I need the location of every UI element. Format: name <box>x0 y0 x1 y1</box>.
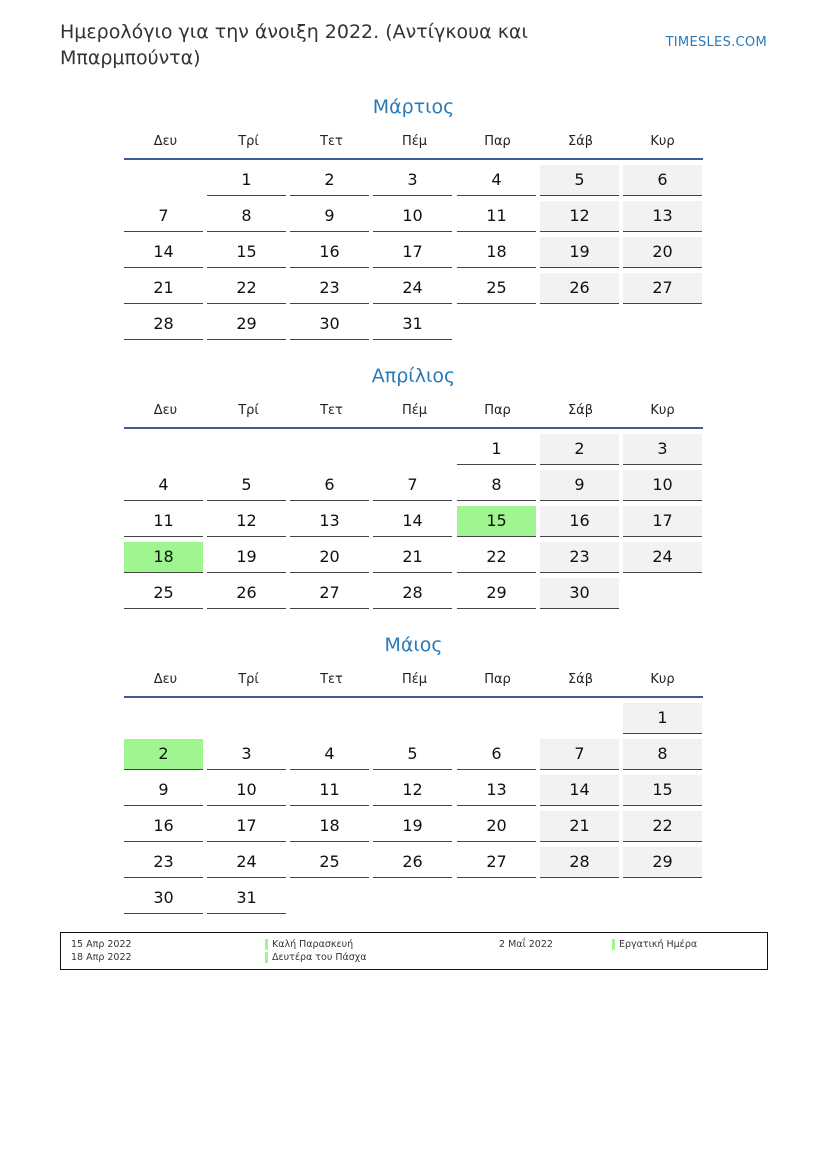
legend-holiday-name: Δευτέρα του Πάσχα <box>265 951 367 964</box>
day-grid <box>124 703 703 919</box>
day-cell: 17 <box>207 811 286 842</box>
day-cell: 30 <box>290 309 369 340</box>
day-cell: 20 <box>623 237 702 268</box>
day-cell: 11 <box>124 506 203 537</box>
day-cell: 5 <box>207 470 286 501</box>
day-cell: 26 <box>207 578 286 609</box>
day-cell: 15 <box>623 775 702 806</box>
weekday-label: Σάβ <box>567 134 594 149</box>
day-cell: 27 <box>623 273 702 304</box>
weekday-label: Παρ <box>484 134 511 149</box>
day-cell: 12 <box>373 775 452 806</box>
day-cell: 19 <box>207 542 286 573</box>
day-cell: 3 <box>373 165 452 196</box>
weekday-label: Δευ <box>153 403 178 418</box>
weekday-label: Δευ <box>153 134 178 149</box>
day-cell: 15 <box>207 237 286 268</box>
day-cell: 29 <box>457 578 536 609</box>
day-cell: 19 <box>373 811 452 842</box>
day-cell: 10 <box>373 201 452 232</box>
holiday-day-cell: 15 <box>457 506 536 537</box>
day-cell: 6 <box>457 739 536 770</box>
day-cell: 28 <box>124 309 203 340</box>
day-cell: 23 <box>290 273 369 304</box>
day-cell: 14 <box>540 775 619 806</box>
weekday-header <box>124 132 703 152</box>
weekday-label: Κυρ <box>650 672 675 687</box>
day-cell: 28 <box>540 847 619 878</box>
legend-date: 2 Μαΐ 2022 <box>499 939 553 950</box>
day-cell: 16 <box>540 506 619 537</box>
day-cell: 20 <box>457 811 536 842</box>
page-title: Ημερολόγιο για την άνοιξη 2022. (Αντίγκουα και Μπαρμπούντα) <box>60 21 528 69</box>
day-cell: 21 <box>373 542 452 573</box>
day-cell: 1 <box>207 165 286 196</box>
day-cell: 24 <box>373 273 452 304</box>
day-cell: 1 <box>457 434 536 465</box>
day-cell: 5 <box>540 165 619 196</box>
day-cell: 30 <box>124 883 203 914</box>
day-cell: 31 <box>207 883 286 914</box>
day-cell: 2 <box>290 165 369 196</box>
weekday-label: Δευ <box>153 672 178 687</box>
day-cell: 22 <box>457 542 536 573</box>
day-cell: 17 <box>373 237 452 268</box>
day-cell: 21 <box>540 811 619 842</box>
month-name: Μάρτιος <box>372 96 455 118</box>
day-cell: 11 <box>457 201 536 232</box>
day-cell: 16 <box>290 237 369 268</box>
weekday-label: Τρί <box>238 134 259 149</box>
month-block <box>124 94 703 345</box>
legend-holiday-name: Καλή Παρασκευή <box>265 938 353 951</box>
day-cell: 14 <box>124 237 203 268</box>
weekday-label: Τρί <box>238 403 259 418</box>
day-cell: 21 <box>124 273 203 304</box>
day-cell: 13 <box>290 506 369 537</box>
month-block <box>124 363 703 614</box>
day-cell: 12 <box>207 506 286 537</box>
day-cell: 5 <box>373 739 452 770</box>
day-cell: 28 <box>373 578 452 609</box>
day-cell: 26 <box>373 847 452 878</box>
day-cell: 6 <box>623 165 702 196</box>
day-cell: 14 <box>373 506 452 537</box>
weekday-label: Πέμ <box>401 134 428 149</box>
day-cell: 22 <box>623 811 702 842</box>
day-cell: 9 <box>124 775 203 806</box>
weekday-header <box>124 670 703 690</box>
header-divider <box>124 158 703 160</box>
legend-date: 15 Απρ 2022 <box>71 939 132 950</box>
day-cell: 4 <box>457 165 536 196</box>
day-cell: 13 <box>457 775 536 806</box>
day-cell: 29 <box>207 309 286 340</box>
day-cell: 7 <box>540 739 619 770</box>
weekday-label: Παρ <box>484 672 511 687</box>
day-cell: 19 <box>540 237 619 268</box>
day-cell: 25 <box>124 578 203 609</box>
day-cell: 31 <box>373 309 452 340</box>
holiday-day-cell: 2 <box>124 739 203 770</box>
day-cell: 9 <box>290 201 369 232</box>
day-grid <box>124 165 703 345</box>
day-cell: 3 <box>623 434 702 465</box>
day-cell: 12 <box>540 201 619 232</box>
weekday-label: Τετ <box>320 672 343 687</box>
legend-date: 18 Απρ 2022 <box>71 952 132 963</box>
brand-link[interactable]: TIMESLES.COM <box>665 35 767 50</box>
day-cell: 26 <box>540 273 619 304</box>
day-cell: 3 <box>207 739 286 770</box>
day-cell: 27 <box>457 847 536 878</box>
weekday-label: Πέμ <box>401 672 428 687</box>
day-cell: 4 <box>290 739 369 770</box>
day-cell: 8 <box>623 739 702 770</box>
day-cell: 6 <box>290 470 369 501</box>
day-cell: 17 <box>623 506 702 537</box>
day-cell: 30 <box>540 578 619 609</box>
day-cell: 20 <box>290 542 369 573</box>
month-name: Μάιος <box>384 634 443 656</box>
header-divider <box>124 696 703 698</box>
weekday-label: Κυρ <box>650 403 675 418</box>
day-cell: 7 <box>124 201 203 232</box>
weekday-label: Σάβ <box>567 672 594 687</box>
day-cell: 27 <box>290 578 369 609</box>
day-cell: 16 <box>124 811 203 842</box>
day-cell: 25 <box>290 847 369 878</box>
weekday-label: Κυρ <box>650 134 675 149</box>
month-name: Απρίλιος <box>371 365 456 387</box>
holiday-legend <box>60 932 768 970</box>
day-cell: 23 <box>124 847 203 878</box>
weekday-label: Τετ <box>320 403 343 418</box>
day-cell: 24 <box>623 542 702 573</box>
day-cell: 22 <box>207 273 286 304</box>
weekday-header <box>124 401 703 421</box>
day-cell: 7 <box>373 470 452 501</box>
day-grid <box>124 434 703 614</box>
day-cell: 23 <box>540 542 619 573</box>
weekday-label: Τρί <box>238 672 259 687</box>
day-cell: 25 <box>457 273 536 304</box>
day-cell: 4 <box>124 470 203 501</box>
day-cell: 11 <box>290 775 369 806</box>
day-cell: 18 <box>290 811 369 842</box>
day-cell: 10 <box>207 775 286 806</box>
weekday-label: Παρ <box>484 403 511 418</box>
day-cell: 29 <box>623 847 702 878</box>
day-cell: 10 <box>623 470 702 501</box>
day-cell: 18 <box>457 237 536 268</box>
holiday-day-cell: 18 <box>124 542 203 573</box>
day-cell: 24 <box>207 847 286 878</box>
day-cell: 8 <box>457 470 536 501</box>
weekday-label: Πέμ <box>401 403 428 418</box>
header-divider <box>124 427 703 429</box>
weekday-label: Τετ <box>320 134 343 149</box>
legend-holiday-name: Εργατική Ημέρα <box>612 938 697 951</box>
weekday-label: Σάβ <box>567 403 594 418</box>
day-cell: 8 <box>207 201 286 232</box>
day-cell: 13 <box>623 201 702 232</box>
day-cell: 1 <box>623 703 702 734</box>
day-cell: 9 <box>540 470 619 501</box>
month-block <box>124 632 703 919</box>
day-cell: 2 <box>540 434 619 465</box>
